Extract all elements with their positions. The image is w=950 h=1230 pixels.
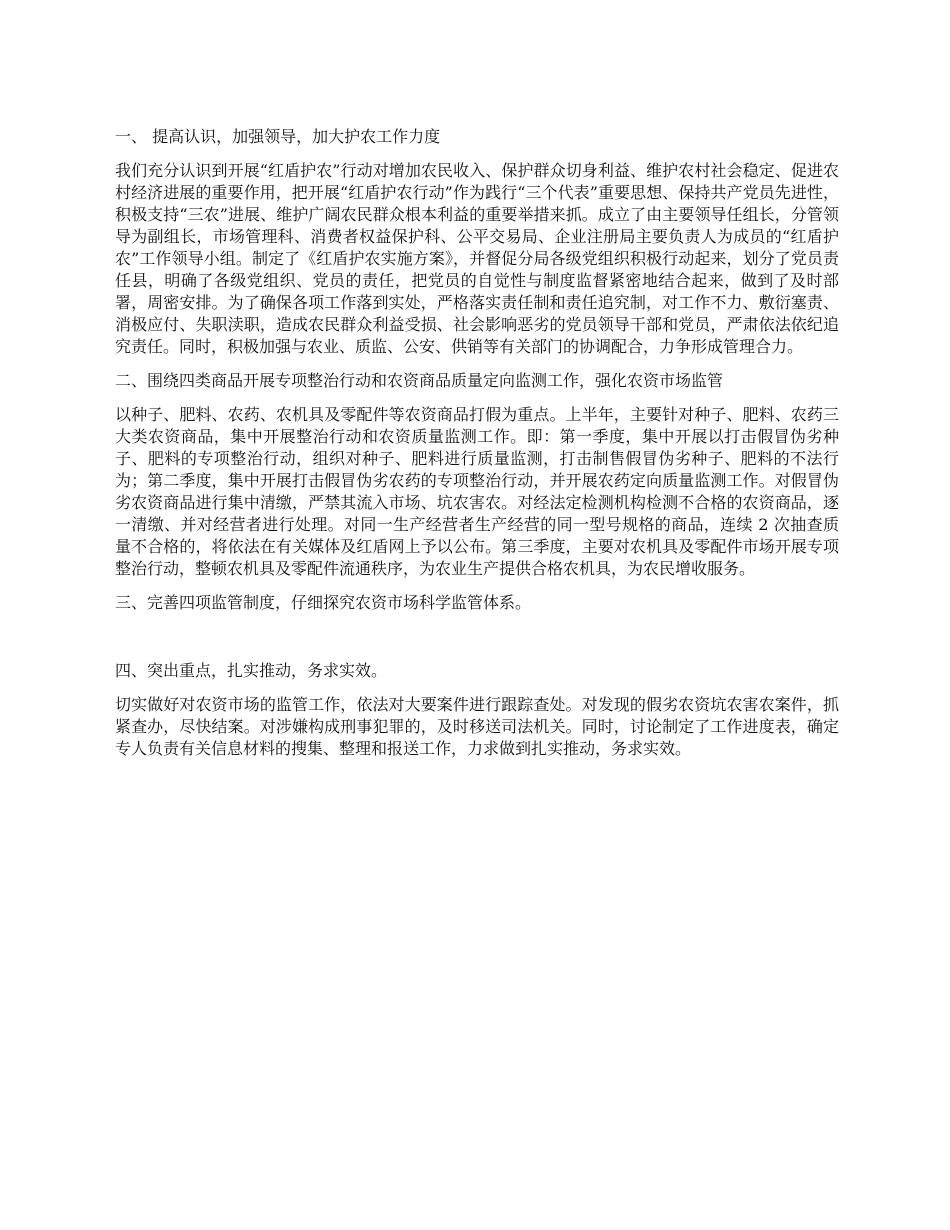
- section-3-heading: 三、完善四项监管制度，仔细探究农资市场科学监管体系。: [115, 593, 532, 612]
- section-1-heading: 一、 提高认识，加强领导，加大护农工作力度: [115, 127, 441, 146]
- section-4-heading: 四、突出重点，扎实推动，务求实效。: [115, 661, 388, 680]
- section-4-body: 切实做好对农资市场的监管工作，依法对大要案件进行跟踪查处。对发现的假劣农资坑农害农案件，抓紧查办，尽快结案。对涉嫌构成刑事犯罪的，及时移送司法机关。同时，讨论制定了工作进度表，确定专人负责有关信息材料的搜集、整理和报送工作，力求做到扎实推动，务求实效。: [115, 695, 839, 758]
- section-2-body: 以种子、肥料、农药、农机具及零配件等农资商品打假为重点。上半年，主要针对种子、肥料、农药三大类农资商品，集中开展整治行动和农资质量监测工作。即：第一季度，集中开展以打击假冒伪劣种子、肥料的专项整治行动，组织对种子、肥料进行质量监测，打击制售假冒伪劣种子、肥料的不法行为；第二季度，集中开展打击假冒伪劣农药的专项整治行动，并开展农药定向质量监测工作。对假冒伪劣农资商品进行集中清缴，严禁其流入市场、坑农害农。对经法定检测机构检测不合格的农资商品，逐一清缴、并对经营者进行处理。对同一生产经营者生产经营的同一型号规格的商品，连续 2 次抽查质量不合格的，将依法在有关媒体及红盾网上予以公布。第三季度，主要对农机具及零配件市场开展专项整治行动，整顿农机具及零配件流通秩序，为农业生产提供合格农机具，为农民增收服务。: [115, 405, 839, 578]
- section-1-body: 我们充分认识到开展“红盾护农”行动对增加农民收入、保护群众切身利益、维护农村社会稳定、促进农村经济进展的重要作用，把开展“红盾护农行动”作为践行“三个代表”重要思想、保持共产党员先进性，积极支持“三农”进展、维护广阔农民群众根本利益的重要举措来抓。成立了由主要领导任组长，分管领导为副组长，市场管理科、消费者权益保护科、公平交易局、企业注册局主要负责人为成员的“红盾护农”工作领导小组。制定了《红盾护农实施方案》，并督促分局各级党组织积极行动起来，划分了党员责任县，明确了各级党组织、党员的责任，把党员的自觉性与制度监督紧密地结合起来，做到了及时部署，周密安排。为了确保各项工作落到实处，严格落实责任制和责任追究制，对工作不力、敷衍塞责、消极应付、失职渎职，造成农民群众利益受损、社会影响恶劣的党员领导干部和党员，严肃依法依纪追究责任。同时，积极加强与农业、质监、公安、供销等有关部门的协调配合，力争形成管理合力。: [115, 161, 839, 356]
- section-spacer: [115, 626, 839, 660]
- section-2-heading: 二、围绕四类商品开展专项整治行动和农资商品质量定向监测工作，强化农资市场监管: [115, 371, 724, 390]
- document-page: [115, 126, 839, 772]
